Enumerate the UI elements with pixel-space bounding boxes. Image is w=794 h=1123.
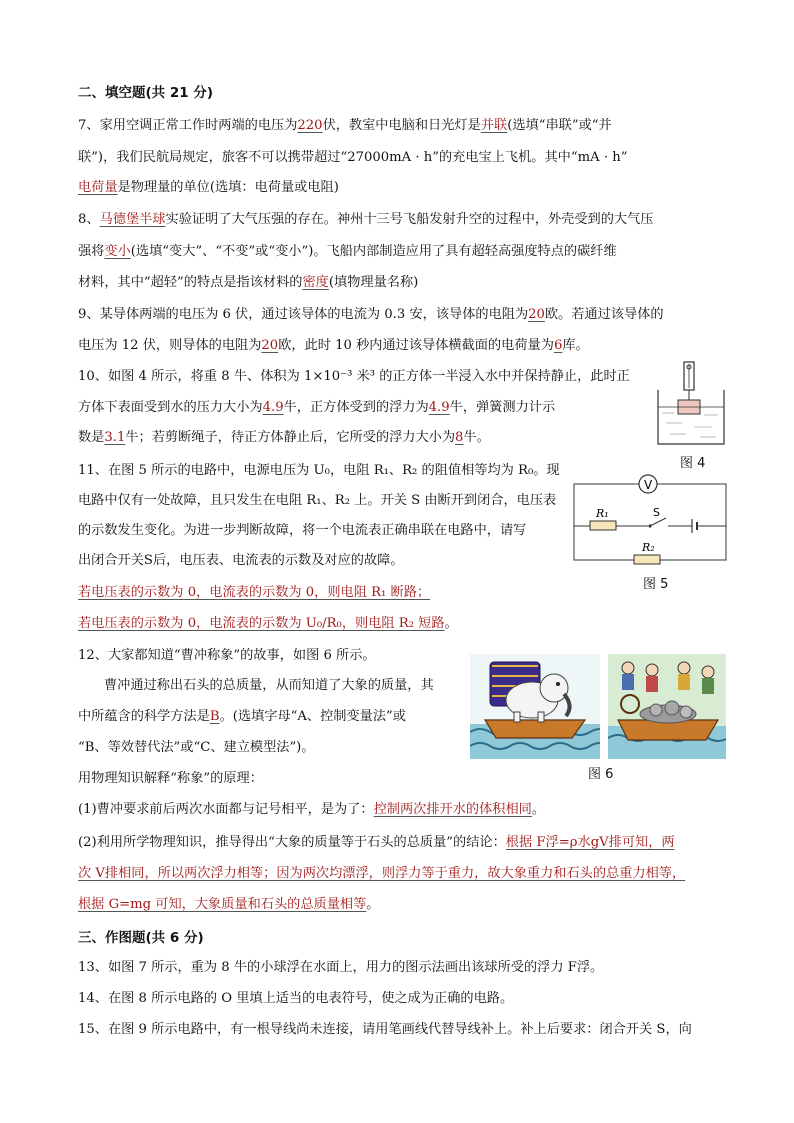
q11-answer2: 若电压表的示数为 0，电流表的示数为 U₀/R₀，则电阻 R₂ 短路。 xyxy=(78,616,458,631)
answer-blank: 根据 F浮=ρ水gV排可知，两 xyxy=(505,835,675,850)
person-icon xyxy=(678,662,690,674)
answer-blank: 根据 G=mg 可知，大象质量和石头的总质量相等 xyxy=(78,897,367,912)
q7-line2: 联”)，我们民航局规定，旅客不可以携带超过“27000mA · h”的充电宝上飞机。其中“mA · h” xyxy=(78,150,628,165)
figure-4-spring-scale-diagram xyxy=(652,360,732,450)
answer-blank: 3.1 xyxy=(104,430,126,445)
q11-line1: 11、在图 5 所示的电路中，电源电压为 U₀，电阻 R₁、R₂ 的阻值相等均为 R₀。现 xyxy=(78,463,560,478)
answer-blank: 马德堡半球 xyxy=(99,212,166,227)
figure-6-caption: 图 6 xyxy=(588,767,614,782)
answer-blank: 密度 xyxy=(302,275,329,290)
answer-blank: 8 xyxy=(455,430,464,445)
section-heading-fill-blank: 二、填空题(共 21 分) xyxy=(78,85,214,101)
q14-text: 14、在图 8 所示电路的 O 里填上适当的电表符号，使之成为正确的电路。 xyxy=(78,991,514,1006)
q10-line2: 方体下表面受到水的压力大小为4.9牛，正方体受到的浮力为4.9牛，弹簧测力计示 xyxy=(78,400,556,415)
answer-blank: 若电压表的示数为 0，电流表的示数为 0，则电阻 R₁ 断路； xyxy=(78,585,431,600)
q10-line3: 数是3.1牛；若剪断绳子，待正方体静止后，它所受的浮力大小为8牛。 xyxy=(78,430,490,445)
q12-line2: 曹冲通过称出石头的总质量，从而知道了大象的质量，其 xyxy=(104,678,434,693)
q12-line8 xyxy=(78,864,685,884)
boat-icon xyxy=(485,720,585,738)
answer-blank: 电荷量 xyxy=(78,180,118,195)
q8-line1: 8、马德堡半球实验证明了大气压强的存在。神州十三号飞船发射升空的过程中，外壳受到的大气压 xyxy=(78,212,654,227)
voltmeter-label: V xyxy=(644,478,653,492)
q9-line1: 9、某导体两端的电压为 6 伏，通过该导体的电流为 0.3 安，该导体的电阻为20欧。若通过该导体的 xyxy=(78,307,664,322)
q10-line1: 10、如图 4 所示，将重 8 牛、体积为 1×10⁻³ 米³ 的正方体一半浸入水中并保持静止，此时正 xyxy=(78,369,630,384)
q9-line2: 电压为 12 伏，则导体的电阻为20欧，此时 10 秒内通过该导体横截面的电荷量为6库。 xyxy=(78,338,589,353)
answer-blank: 20 xyxy=(261,338,279,353)
figure-6-stones-boat-illustration xyxy=(608,654,726,759)
figure-4-caption: 图 4 xyxy=(680,456,706,471)
figure-6-elephant-boat-illustration xyxy=(470,654,600,759)
q7-line1: 7、家用空调正常工作时两端的电压为220伏，教室中电脑和日光灯是并联(选填“串联”或“并 xyxy=(78,118,612,133)
resistor-r2-label: R₂ xyxy=(642,541,655,554)
q12-line6: (1)曹冲要求前后两次水面都与记号相平，是为了：控制两次排开水的体积相同。 xyxy=(78,802,546,817)
section-heading-drawing: 三、作图题(共 6 分) xyxy=(78,930,204,946)
answer-blank: 若电压表的示数为 0，电流表的示数为 U₀/R₀，则电阻 R₂ 短路 xyxy=(78,616,445,631)
answer-blank: 控制两次排开水的体积相同 xyxy=(373,802,532,817)
answer-blank: 6 xyxy=(553,338,563,353)
answer-blank: 220 xyxy=(297,118,323,133)
q11-line2: 电路中仅有一处故障，且只发生在电阻 R₁、R₂ 上。开关 S 由断开到闭合，电压表 xyxy=(78,493,557,508)
q12-line7: (2)利用所学物理知识，推导得出“大象的质量等于石头的总质量”的结论：根据 F浮=ρ水gV排可知，两 xyxy=(78,835,675,850)
q12-line1: 12、大家都知道“曹冲称象”的故事，如图 6 所示。 xyxy=(78,648,376,663)
q11-line4: 出闭合开关S后，电压表、电流表的示数及对应的故障。 xyxy=(78,553,404,568)
answer-blank: 变小 xyxy=(104,244,131,259)
q7-line3: 电荷量是物理量的单位(选填：电荷量或电阻) xyxy=(78,180,339,195)
resistor-r1-label: R₁ xyxy=(596,507,609,520)
answer-blank: 4.9 xyxy=(262,400,284,415)
q15-text: 15、在图 9 所示电路中，有一根导线尚未连接，请用笔画线代替导线补上。补上后要求：闭合开关 S，向 xyxy=(78,1022,692,1037)
resistor-r1-icon xyxy=(590,521,616,530)
switch-label: S xyxy=(653,506,660,519)
figure-5-circuit-diagram xyxy=(570,470,735,570)
q12-line3: 中所蕴含的科学方法是B。(选填字母“A、控制变量法”或 xyxy=(78,709,406,724)
answer-blank: 4.9 xyxy=(428,400,450,415)
q11-line3: 的示数发生变化。为进一步判断故障，将一个电流表正确串联在电路中，请写 xyxy=(78,523,527,538)
person-icon xyxy=(646,664,658,676)
q8-line2: 强将变小(选填“变大”、“不变”或“变小”)。飞船内部制造应用了具有超轻高强度特点的碳纤维 xyxy=(78,244,617,259)
q11-answer1 xyxy=(78,583,430,603)
answer-blank: 20 xyxy=(528,307,545,322)
answer-blank: 次 V排相同，所以两次浮力相等；因为两次均漂浮，则浮力等于重力，故大象重力和石头的总重力相等， xyxy=(78,866,686,881)
answer-blank: 并联 xyxy=(480,118,508,133)
person-icon xyxy=(622,662,634,674)
person-icon xyxy=(702,666,714,678)
q12-line5: 用物理知识解释“称象”的原理： xyxy=(78,771,263,786)
q8-line3: 材料，其中“超轻”的特点是指该材料的密度(填物理量名称) xyxy=(78,275,419,290)
water-tank-icon xyxy=(658,390,724,444)
q12-line9: 根据 G=mg 可知，大象质量和石头的总质量相等。 xyxy=(78,897,380,912)
figure-5-caption: 图 5 xyxy=(643,577,669,592)
resistor-r2-icon xyxy=(634,555,660,564)
answer-blank: B xyxy=(209,709,220,724)
q13-text: 13、如图 7 所示，重为 8 牛的小球浮在水面上，用力的图示法画出该球所受的浮力 F浮。 xyxy=(78,960,604,975)
q12-line4: “B、等效替代法”或“C、建立模型法”)。 xyxy=(78,740,315,755)
switch-icon xyxy=(650,518,666,526)
